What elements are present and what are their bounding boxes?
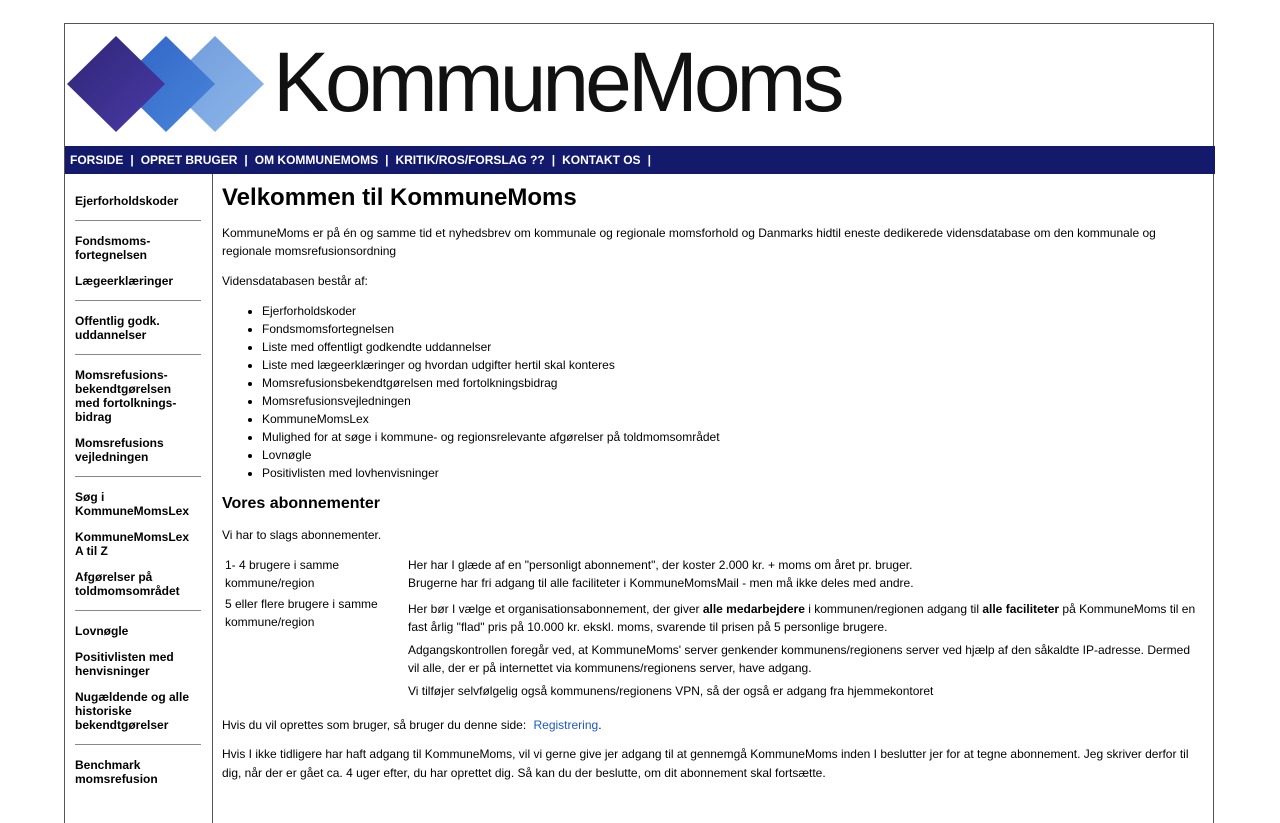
page-title: Velkommen til KommuneMoms <box>222 184 577 211</box>
subscription-details <box>408 556 1198 592</box>
sidebar <box>65 174 213 823</box>
page-frame <box>64 23 1214 823</box>
registration-line: Hvis du vil oprettes som bruger, så bruger du denne side: Registrering. <box>222 718 602 732</box>
diamonds-logo-icon <box>67 34 267 134</box>
sidebar-item-soeg-lex[interactable]: Søg i KommuneMomsLex <box>75 490 190 518</box>
sidebar-item-historiske[interactable]: Nugældende og alle historiske bekendtgørelser <box>75 690 190 732</box>
subscription-text: Her bør I vælge et organisationsabonnement, der giver alle medarbejdere i kommunen/regionen adgang til alle faciliteter på KommuneMoms til en fast årlig "flad" pris på 10.000 kr. ekskl. moms, svarende til prisen på 5 personlige brugere. <box>408 602 1196 634</box>
nav-separator: | <box>385 153 389 167</box>
table-row <box>225 595 1198 700</box>
sidebar-item-laegeerklaeringer[interactable]: Lægeerklæringer <box>75 274 174 288</box>
nav-separator: | <box>551 153 556 167</box>
subscription-text: Her har I glæde af en "personligt abonnement", der koster 2.000 kr. + moms om året pr. bruger. <box>408 558 913 572</box>
database-label: Vidensdatabasen består af: <box>222 274 368 288</box>
main-content <box>222 174 1202 783</box>
nav-forside[interactable]: FORSIDE <box>70 153 124 167</box>
list-item: • Momsrefusionsvejledningen <box>262 392 1202 410</box>
sidebar-divider <box>75 476 201 477</box>
sidebar-item-fondsmoms[interactable]: Fondsmoms-fortegnelsen <box>75 234 151 262</box>
sidebar-divider <box>75 220 201 221</box>
subscription-who: 1- 4 brugere i samme kommune/region <box>225 558 340 590</box>
list-item: • Momsrefusionsbekendtgørelsen med fortolkningsbidrag <box>262 374 1202 392</box>
subscriptions-intro: Vi har to slags abonnementer. <box>222 528 382 542</box>
nav-om-kommunemoms[interactable]: OM KOMMUNEMOMS <box>254 153 379 167</box>
list-item: • Fondsmomsfortegnelsen <box>262 320 1202 338</box>
nav-separator: | <box>244 153 248 167</box>
site-name: KommuneMoms <box>273 35 841 129</box>
sidebar-item-ejerforholdskoder[interactable]: Ejerforholdskoder <box>75 194 179 208</box>
sidebar-item-lex-a-z[interactable]: KommuneMomsLex A til Z <box>75 530 190 558</box>
list-item: • Liste med offentligt godkendte uddannelser <box>262 338 1202 356</box>
subscriptions-table <box>222 553 1201 703</box>
sidebar-item-bekendtgoerelsen[interactable]: Momsrefusions-bekendtgørelsen med fortolknings-bidrag <box>75 368 177 424</box>
sidebar-item-uddannelser[interactable]: Offentlig godk. uddannelser <box>75 314 160 342</box>
intro-text: KommuneMoms er på én og samme tid et nyhedsbrev om kommunale og regionale momsforhold og Danmarks hidtil eneste dedikerede vidensdatabase om den kommunale og regionale momsrefusionsordning <box>222 226 1156 258</box>
subscriptions-heading: Vores abonnementer <box>222 495 380 512</box>
main-nav <box>65 146 1215 174</box>
nav-kritik-ros-forslag[interactable]: KRITIK/ROS/FORSLAG ?? <box>395 153 545 167</box>
sidebar-item-vejledningen[interactable]: Momsrefusions vejledningen <box>75 436 164 464</box>
nav-separator: | <box>647 153 651 167</box>
subscription-text: Adgangskontrollen foregår ved, at KommuneMoms' server genkender kommunens/regionens server ved hjælp af den såkaldte IP-adresse. Dermed vil alle, der er på internettet via kommunens/regionens server, have adgang. <box>408 643 1191 675</box>
sidebar-item-lovnoegle[interactable]: Lovnøgle <box>75 624 129 638</box>
sidebar-divider <box>75 354 201 355</box>
list-item: • Mulighed for at søge i kommune- og regionsrelevante afgørelser på toldmomsområdet <box>262 428 1202 446</box>
nav-opret-bruger[interactable]: OPRET BRUGER <box>140 153 238 167</box>
sidebar-divider <box>75 610 201 611</box>
header <box>65 24 1213 146</box>
list-item: • Ejerforholdskoder <box>262 302 1202 320</box>
nav-separator: | <box>130 153 134 167</box>
list-item: • Liste med lægeerklæringer og hvordan udgifter hertil skal konteres <box>262 356 1202 374</box>
nav-kontakt-os[interactable]: KONTAKT OS <box>562 153 641 167</box>
sidebar-item-benchmark[interactable]: Benchmark momsrefusion <box>75 758 158 786</box>
feature-list <box>222 302 1202 482</box>
table-row <box>225 556 1198 592</box>
subscription-who: 5 eller flere brugere i samme kommune/region <box>225 597 378 629</box>
registration-link[interactable]: Registrering <box>533 718 599 732</box>
subscription-text: Vi tilføjer selvfølgelig også kommunens/regionens VPN, så der også er adgang fra hjemmekontoret <box>408 684 934 698</box>
trial-info-text: Hvis I ikke tidligere har haft adgang til KommuneMoms, vil vi gerne give jer adgang til at gennemgå KommuneMoms inden I beslutter jer for at tegne abonnement. Jeg skriver derfor til dig, når der er gået ca. 4 uger efter, du har oprettet dig. Så kan du der beslutte, om dit abonnement skal fortsætte. <box>222 747 1189 780</box>
list-item: • Positivlisten med lovhenvisninger <box>262 464 1202 482</box>
sidebar-item-positivlisten[interactable]: Positivlisten med henvisninger <box>75 650 174 678</box>
list-item: • Lovnøgle <box>262 446 1202 464</box>
sidebar-item-afgoerelser[interactable]: Afgørelser på toldmomsområdet <box>75 570 180 598</box>
subscription-details <box>408 595 1198 700</box>
sidebar-divider <box>75 300 201 301</box>
subscription-text: Brugerne har fri adgang til alle faciliteter i KommuneMomsMail - men må ikke deles med andre. <box>408 576 914 590</box>
list-item: • KommuneMomsLex <box>262 410 1202 428</box>
sidebar-divider <box>75 744 201 745</box>
site-logo[interactable] <box>67 34 841 134</box>
